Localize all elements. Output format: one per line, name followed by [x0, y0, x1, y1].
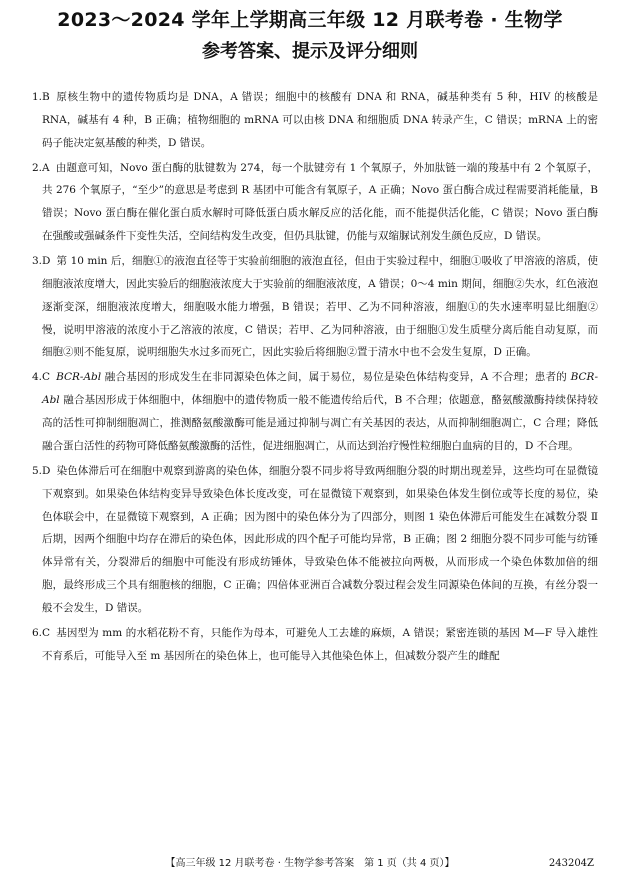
answer-item-2 — [32, 157, 598, 248]
question-number: 1. — [32, 91, 43, 103]
answer-list — [32, 86, 598, 667]
answer-explanation: 原核生物中的遗传物质均是 DNA，A 错误；细胞中的核酸有 DNA 和 RNA，碱基种类有 5 种，HIV 的核酸是 RNA，碱基有 4 种，B 正确；植物细胞的 mRNA 可以由核 DNA 和细胞质 DNA 转录产生，C 错误；mRNA 上的密码子能决定氨基酸的种类，D 错误。 — [42, 91, 598, 149]
answer-letter: C — [42, 371, 51, 384]
gene-name: BCR-Abl — [56, 371, 102, 384]
question-number: 6. — [32, 626, 43, 639]
answer-item-3 — [32, 250, 598, 364]
question-number: 3. — [32, 255, 43, 268]
footer-exam-code: 243204Z — [548, 858, 594, 869]
exam-title: 2023～2024 学年上学期高三年级 12 月联考卷 · 生物学 — [57, 9, 563, 31]
answer-letter: A — [42, 161, 50, 174]
answer-letter: B — [42, 91, 50, 103]
question-number: 4. — [32, 371, 43, 384]
answer-letter: D — [42, 255, 51, 268]
answer-item-4 — [32, 366, 598, 457]
answer-item-5 — [32, 460, 598, 620]
answer-key-subtitle: 参考答案、提示及评分细则 — [202, 41, 418, 62]
answer-letter: D — [42, 464, 51, 477]
answer-explanation: 染色体滞后可在细胞中观察到游离的染色体，细胞分裂不同步将导致两细胞分裂的时期出现差异，这些均可在显微镜下观察到。如果染色体结构变异导致染色体长度改变，可在显微镜下观察到，如果染色体发生倒位或等长度的易位，染色体联会中，在显微镜下观察到，A 正确；因为图中的染色体分为了四部分，则图 1 染色体滞后可能发生在减数分裂 Ⅱ 后期，因两个细胞中均存在滞后的染色体，因此形成的四个配子可能均异常，B 正确；图 2 细胞分裂不同步可能与纺锤体异常有关，分裂滞后的细胞中可能没有形成纺锤体，导致染色体不能被拉向两极，从而形成一个染色体数加倍的细胞，最终形成三个具有细胞核的细胞，C 正确；四倍体亚洲百合减数分裂过程会发生同源染色体间的互换，有丝分裂一般不会发生，D 错误。 — [42, 464, 598, 614]
answer-item-6 — [32, 622, 598, 668]
gene-name: BCR-Abl — [42, 371, 598, 407]
page-footer — [0, 856, 620, 872]
answer-explanation: 第 10 min 后，细胞①的液泡直径等于实验前细胞的液泡直径，但由于实验过程中，细胞①吸收了甲溶液的溶质，使细胞液浓度增大，因此实验后的细胞液浓度大于实验前的细胞液浓度，A 错误；0～4 min 期间，细胞②失水，红色液泡逐渐变深，细胞液浓度增大，细胞吸水能力增强，B 错误；若甲、乙为不同种溶液，细胞①的失水速率明显比细胞②慢，说明甲溶液的浓度小于乙溶液的浓度，C 错误；若甲、乙为同种溶液，由于细胞①发生质壁分离后能自动复原，而细胞②则不能复原，说明细胞失水过多而死亡，因此实验后将细胞②置于清水中也不会发生复原，D 正确。 — [42, 255, 598, 359]
footer-page-info: 【高三年级 12 月联考卷 · 生物学参考答案 第 1 页（共 4 页）】 — [165, 858, 455, 869]
answer-letter: C — [42, 626, 51, 639]
answer-explanation-part2: 融合基因形成于体细胞中，体细胞中的遗传物质一般不能遗传给后代，B 不合理；依题意，酪氨酸激酶持续保持较高的活性可抑制细胞凋亡，推测酪氨酸激酶可能是通过抑制与凋亡有关基因的表达，从而抑制细胞凋亡，C 合理；降低融合蛋白活性的药物可降低酪氨酸激酶的活性，促进细胞凋亡，从而达到治疗慢性粒细胞白血病的目的，D 不合理。 — [42, 394, 598, 452]
question-number: 5. — [32, 464, 43, 477]
answer-explanation: 由题意可知，Novo 蛋白酶的肽键数为 274，每一个肽键旁有 1 个氧原子，外加肽链一端的羧基中有 2 个氧原子，共 276 个氧原子，“至少”的意思是考虑到 R 基团中可能含有氧原子，A 正确；Novo 蛋白酶合成过程需要消耗能量，B 错误；Novo 蛋白酶在催化蛋白质水解时可降低蛋白质水解反应的活化能，而不能提供活化能，C 错误；Novo 蛋白酶在强酸或强碱条件下变性失活，空间结构发生改变，但仍具肽键，仍能与双缩脲试剂发生颜色反应，D 错误。 — [42, 161, 598, 243]
answer-item-1 — [32, 86, 598, 154]
question-number: 2. — [32, 161, 43, 174]
answer-explanation-part1: 融合基因的形成发生在非同源染色体之间，属于易位，易位是染色体结构变异，A 不合理；患者的 — [104, 371, 571, 384]
answer-explanation: 基因型为 mm 的水稻花粉不育，只能作为母本，可避免人工去雄的麻烦，A 错误；紧密连锁的基因 M—F 导入雄性不育系后，可能导入至 m 基因所在的染色体上，也可能导入其他染色体上，但减数分裂产生的雌配 — [42, 626, 598, 662]
